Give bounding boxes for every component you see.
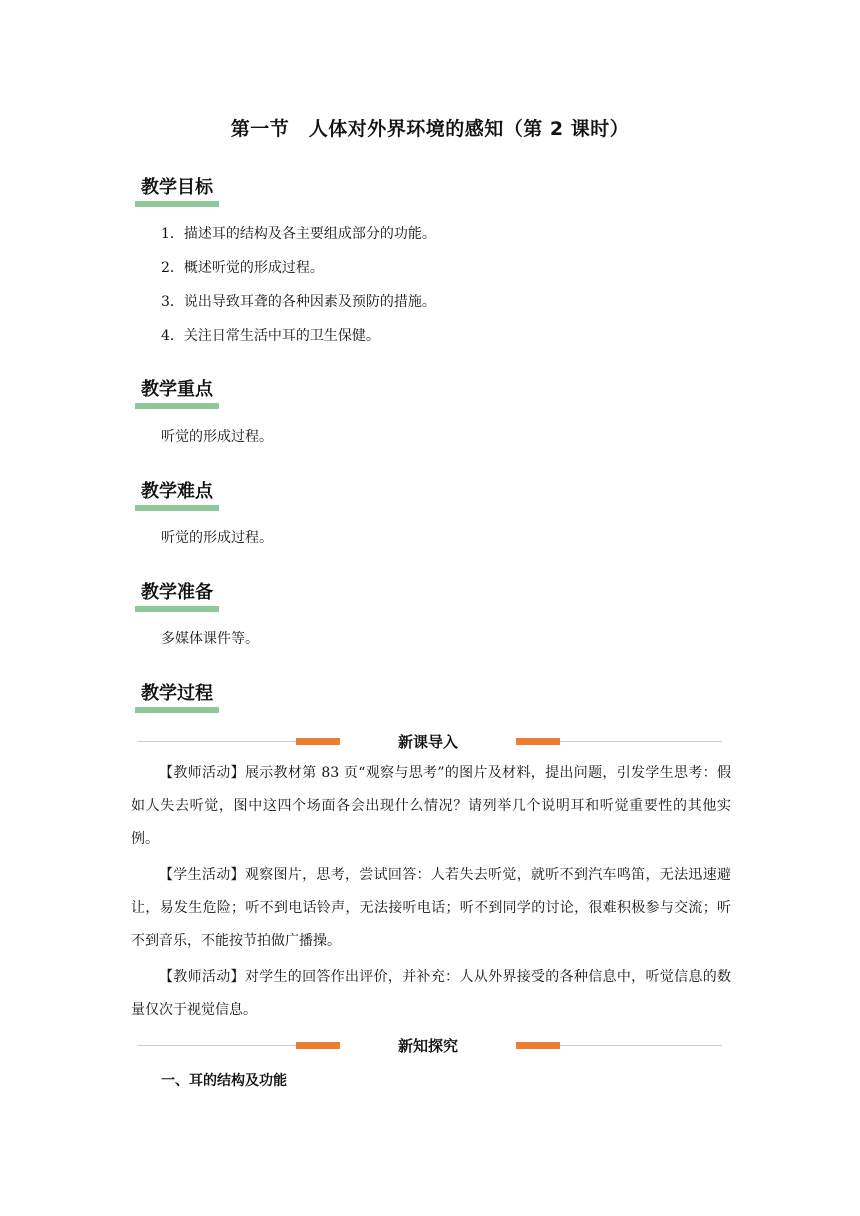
divider-label: 新知探究 (397, 1037, 458, 1055)
divider-accent-bar (516, 738, 560, 745)
divider-label: 新课导入 (397, 733, 458, 751)
divider-accent-bar (516, 1042, 560, 1049)
divider-intro (138, 731, 722, 753)
section-label: 教学过程 (135, 682, 219, 713)
intro-paragraph: 【教师活动】对学生的回答作出评价，并补充：人从外界接受的各种信息中，听觉信息的数量仅次于视觉信息。 (131, 969, 731, 1018)
divider-rule (138, 741, 296, 742)
objective-item: 4．关注日常生活中耳的卫生保健。 (161, 328, 380, 344)
section-label: 教学目标 (135, 176, 219, 207)
preparation-text: 多媒体课件等。 (161, 631, 259, 647)
section-heading-preparation (135, 581, 219, 612)
objective-item: 3．说出导致耳聋的各种因素及预防的措施。 (161, 294, 436, 310)
section-heading-process (135, 682, 219, 713)
key-points-text: 听觉的形成过程。 (161, 429, 273, 445)
divider-rule (560, 1045, 722, 1046)
subheading-ear-structure: 一、耳的结构及功能 (161, 1073, 287, 1089)
divider-rule (138, 1045, 296, 1046)
divider-explore (138, 1035, 722, 1057)
difficulties-text: 听觉的形成过程。 (161, 530, 273, 546)
objective-item: 2．概述听觉的形成过程。 (161, 260, 324, 276)
section-heading-difficulties (135, 480, 219, 511)
page-title: 第一节 人体对外界环境的感知（第 2 课时） (230, 118, 630, 140)
section-heading-objectives (135, 176, 219, 207)
objective-item: 1．描述耳的结构及各主要组成部分的功能。 (161, 226, 436, 242)
intro-paragraph: 【教师活动】展示教材第 83 页“观察与思考”的图片及材料，提出问题，引发学生思考：假如人失去听觉，图中这四个场面各会出现什么情况？请列举几个说明耳和听觉重要性的其他实例。 (131, 765, 731, 847)
divider-accent-bar (296, 738, 340, 745)
section-label: 教学准备 (135, 581, 219, 612)
divider-rule (560, 741, 722, 742)
section-heading-key-points (135, 378, 219, 409)
intro-paragraph: 【学生活动】观察图片，思考，尝试回答：人若失去听觉，就听不到汽车鸣笛，无法迅速避让，易发生危险；听不到电话铃声，无法接听电话；听不到同学的讨论，很难积极参与交流；听不到音乐，不能按节拍做广播操。 (131, 867, 731, 949)
section-label: 教学难点 (135, 480, 219, 511)
section-label: 教学重点 (135, 378, 219, 409)
divider-accent-bar (296, 1042, 340, 1049)
